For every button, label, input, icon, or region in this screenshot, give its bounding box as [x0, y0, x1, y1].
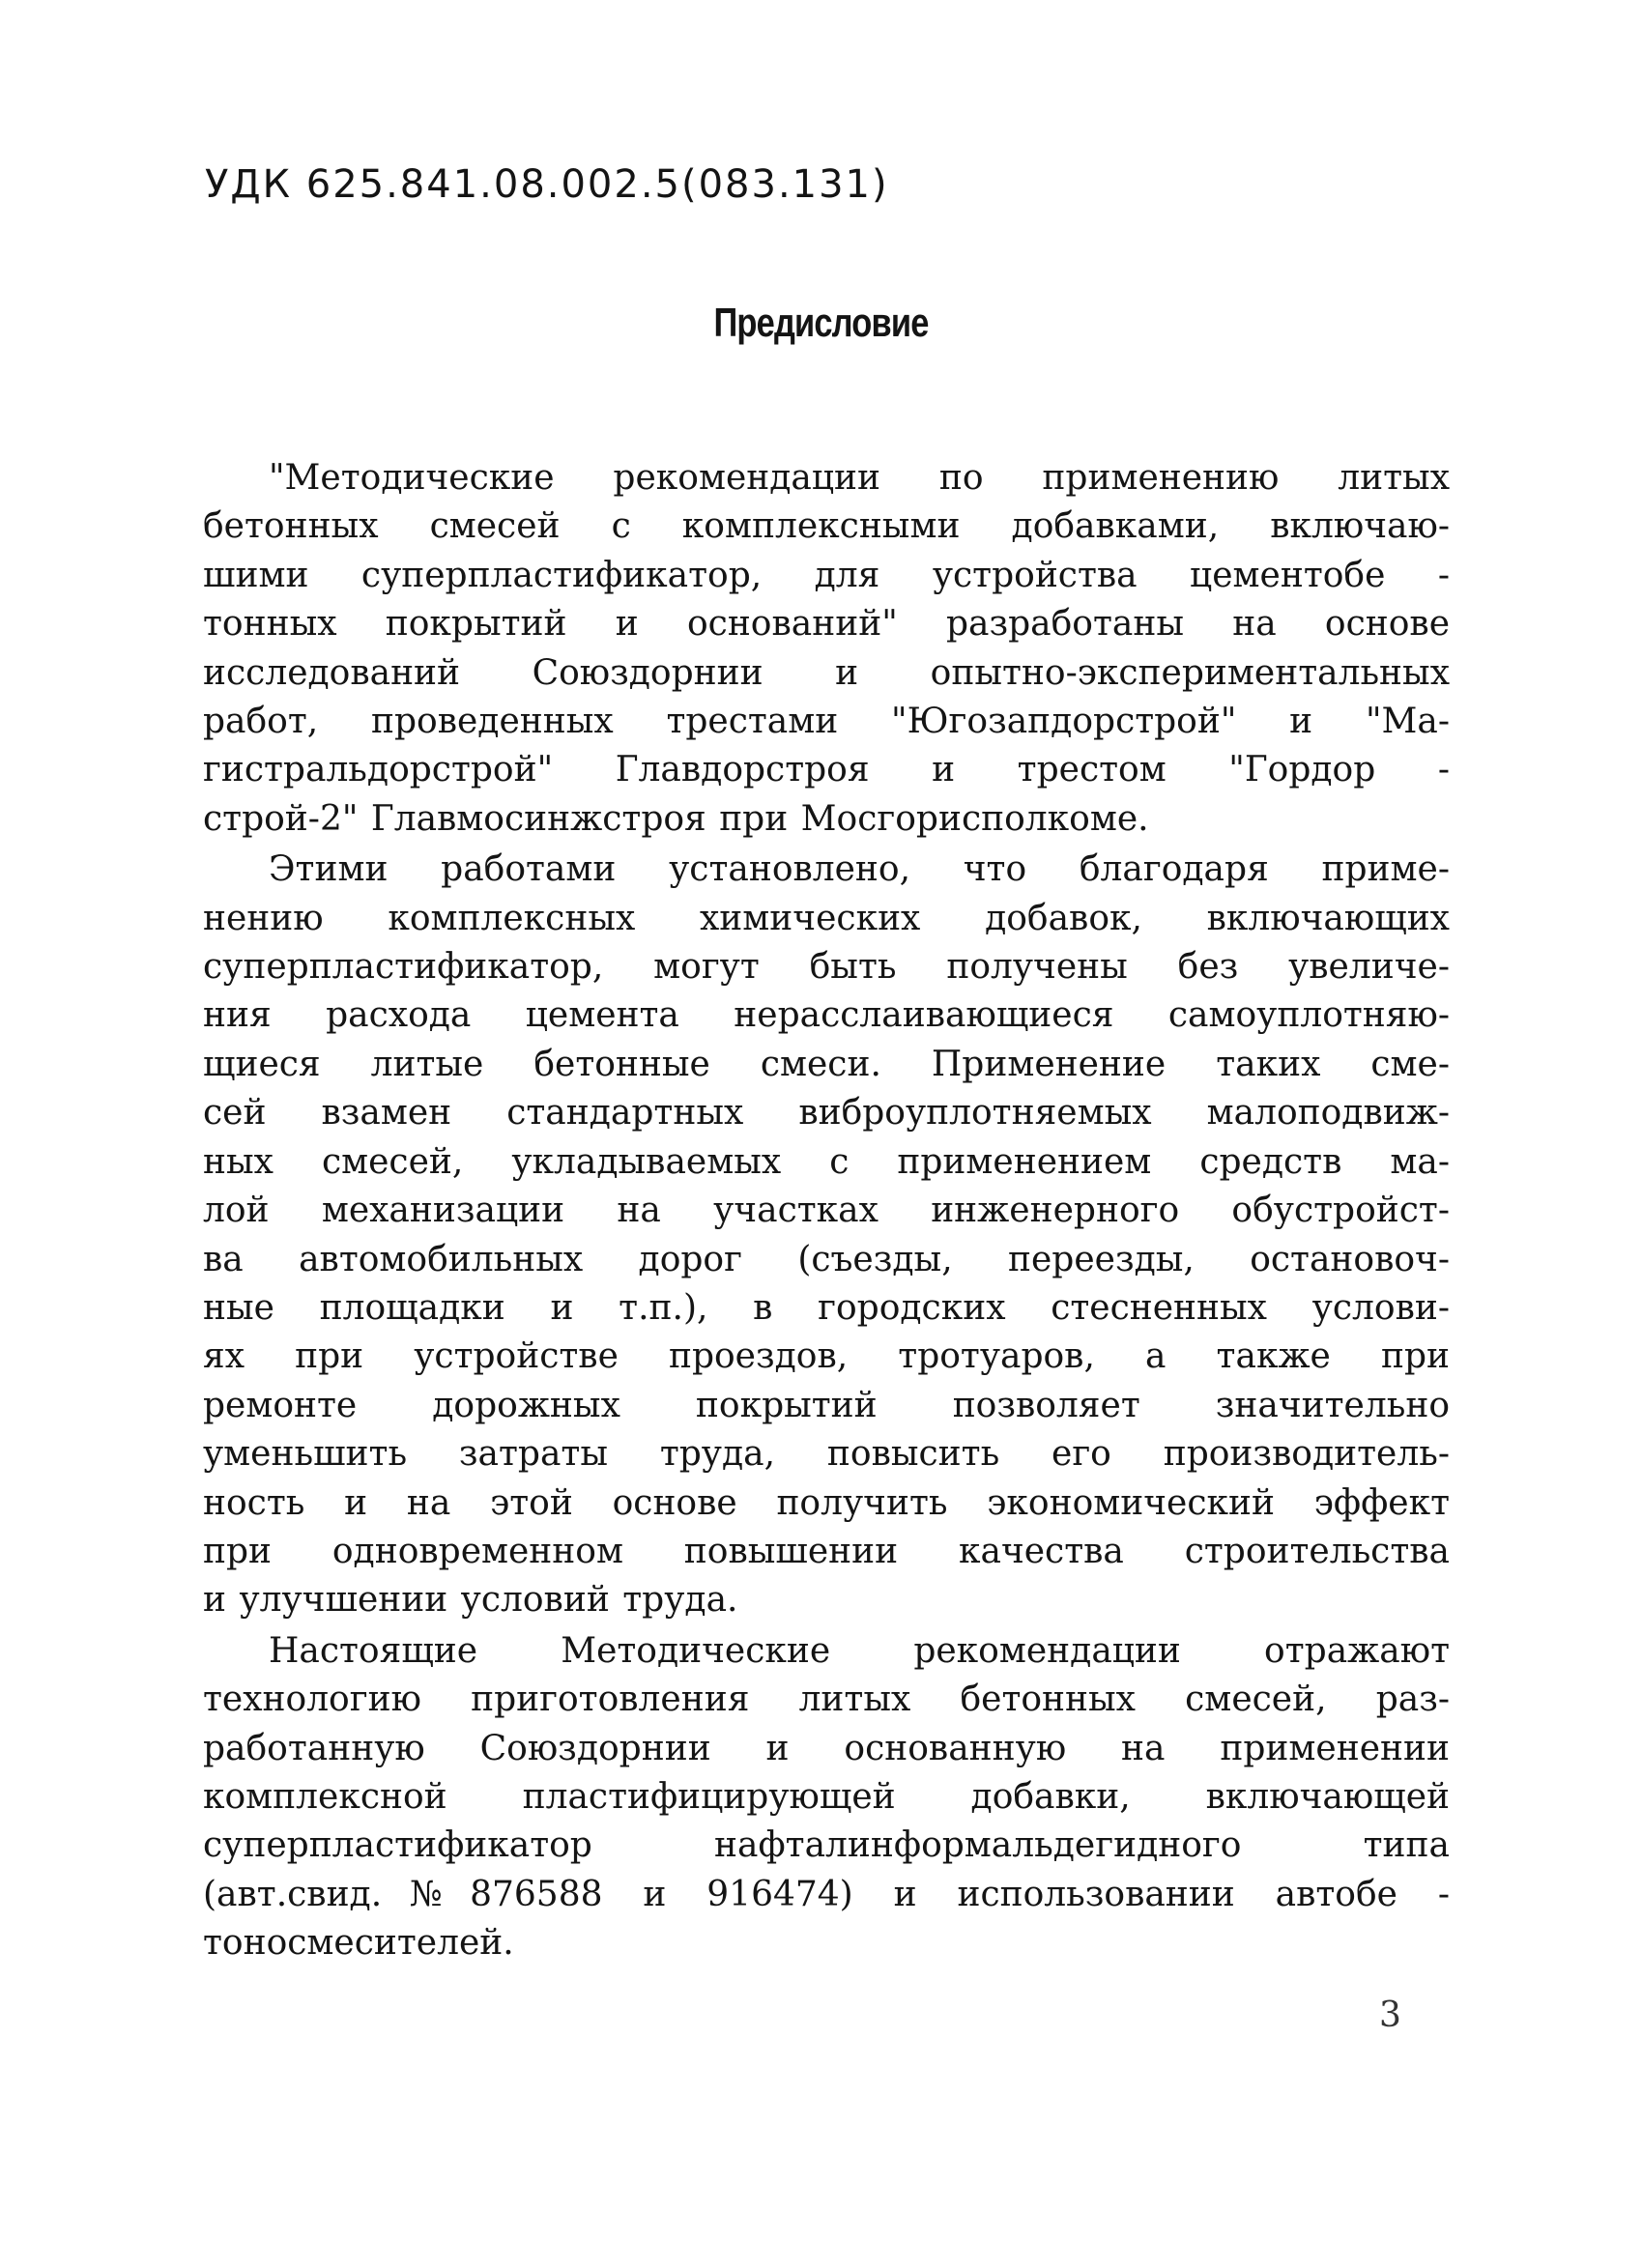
udk-code: УДК 625.841.08.002.5(083.131): [205, 162, 889, 207]
text-line: и улучшении условий труда.: [203, 1580, 738, 1621]
text-line: при одновременном повышении качества строительства: [203, 1531, 1450, 1571]
text-line: строй-2" Главмосинжстроя при Мосгорисполкоме.: [203, 798, 1149, 839]
text-line: (авт.свид.№876588 и 916474) и использовании автобе -: [203, 1874, 1450, 1914]
text-line: ных смесей, укладываемых с применением средств ма-: [203, 1141, 1450, 1182]
foreword-text: [203, 454, 1450, 1970]
text-line: ные площадки и т.п.), в городских стесненных услови-: [203, 1287, 1450, 1328]
text-line: Настоящие Методические рекомендации отражают: [269, 1630, 1450, 1671]
text-line: ва автомобильных дорог (съезды, переезды, остановоч-: [203, 1239, 1450, 1279]
text-line: Этими работами установлено, что благодаря приме-: [269, 849, 1450, 890]
text-line: щиеся литые бетонные смеси. Применение таких сме-: [203, 1044, 1450, 1084]
text-line: "Методические рекомендации по применению литых: [269, 458, 1450, 498]
text-line: работанную Союздорнии и основанную на применении: [203, 1728, 1450, 1768]
text-line: технологию приготовления литых бетонных смесей, раз-: [203, 1679, 1450, 1720]
text-line: ях при устройстве проездов, тротуаров, а также при: [203, 1336, 1450, 1377]
text-line: тоносмесителей.: [203, 1923, 514, 1964]
text-line: ремонте дорожных покрытий позволяет значительно: [203, 1385, 1450, 1425]
text-line: бетонных смесей с комплексными добавками, включаю-: [203, 506, 1450, 547]
text-line: ность и на этой основе получить экономический эффект: [203, 1482, 1450, 1523]
paragraph-3: [203, 1627, 1450, 1968]
text-line: работ, проведенных трестами "Югозапдорстрой" и "Ма-: [203, 702, 1450, 742]
paragraph-2: [203, 846, 1450, 1625]
page-title: Предисловие: [713, 300, 929, 345]
text-line: тонных покрытий и оснований" разработаны на основе: [203, 604, 1450, 645]
text-line: исследований Союздорнии и опытно-экспериментальных: [203, 652, 1450, 693]
text-line: комплексной пластифицирующей добавки, включающей: [203, 1776, 1450, 1817]
text-line: сей взамен стандартных виброуплотняемых малоподвиж-: [203, 1093, 1450, 1134]
text-line: суперпластификатор, могут быть получены без увеличе-: [203, 947, 1450, 988]
text-line: ния расхода цемента нерасслаивающиеся самоуплотняю-: [203, 995, 1450, 1036]
page-number: 3: [1379, 1995, 1401, 2035]
text-line: нению комплексных химических добавок, включающих: [203, 898, 1450, 938]
text-line: лой механизации на участках инженерного обустройст-: [203, 1191, 1450, 1231]
text-line: шими суперпластификатор, для устройства цементобе -: [203, 555, 1450, 595]
text-line: уменьшить затраты труда, повысить его производитель-: [203, 1434, 1450, 1475]
text-line: гистральдорстрой" Главдорстроя и трестом "Гордор -: [203, 750, 1450, 790]
paragraph-1: [203, 454, 1450, 844]
text-line: суперпластификатор нафталинформальдегидного типа: [203, 1825, 1450, 1866]
